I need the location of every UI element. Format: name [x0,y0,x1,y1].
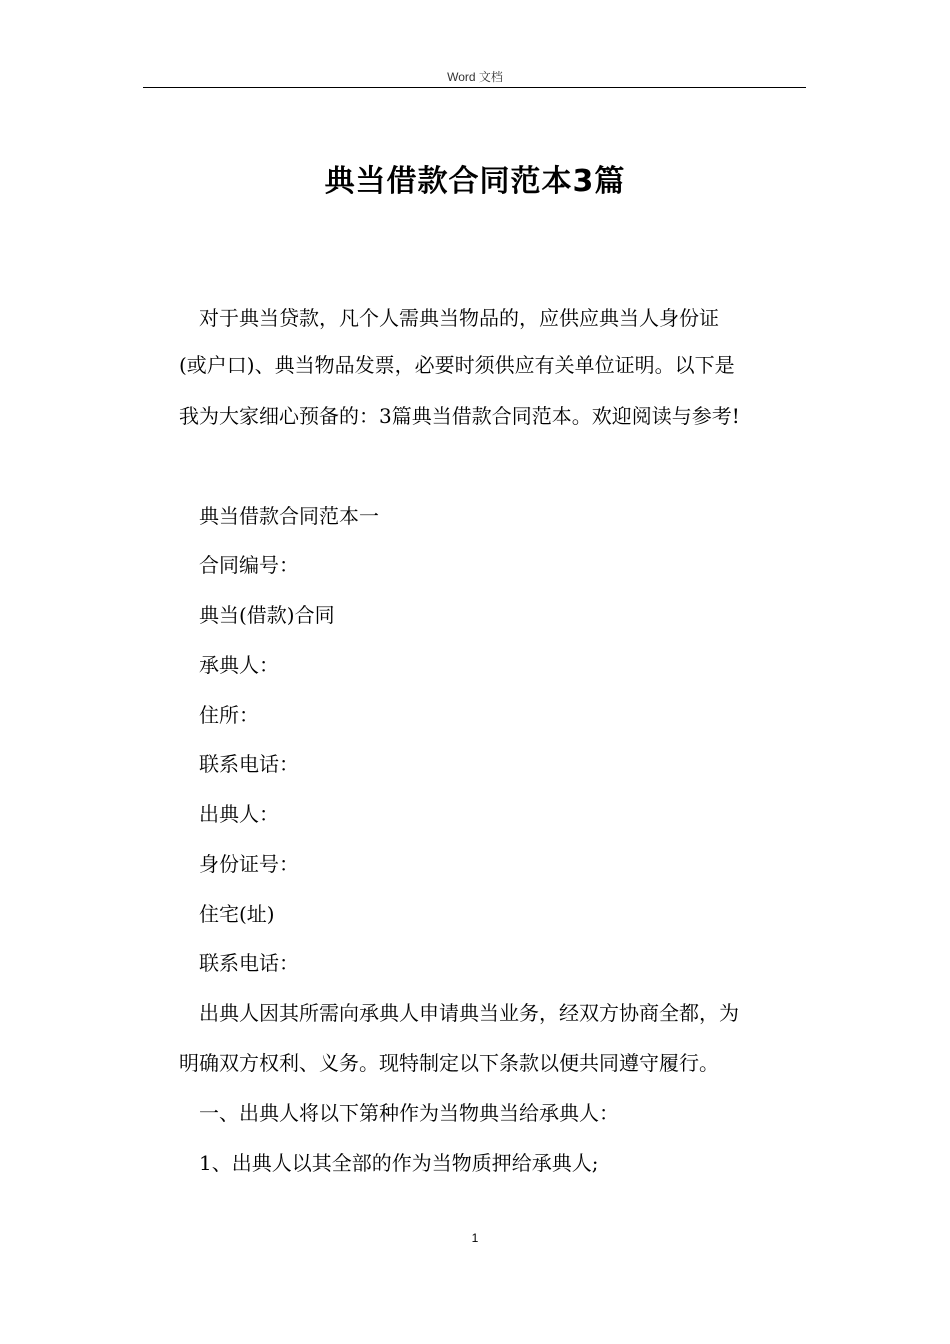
document-title: 典当借款合同范本3篇 [324,164,626,199]
body-line-2: 明确双方权利、义务。现特制定以下条款以便共同遵守履行。 [179,1051,719,1075]
field-id-number: 身份证号： [199,852,299,876]
contract-heading: 典当借款合同范本一 [199,504,379,528]
clause-one: 一、出典人将以下第种作为当物典当给承典人： [199,1101,619,1125]
field-contract-number: 合同编号： [199,553,299,577]
body-line-1: 出典人因其所需向承典人申请典当业务，经双方协商全都，为 [199,1001,739,1025]
header-rule [143,87,806,88]
field-phone-pawner: 联系电话： [199,951,299,975]
field-pawnee: 承典人： [199,653,279,677]
intro-line-1: 对于典当贷款，凡个人需典当物品的，应供应典当人身份证 [199,306,719,330]
field-address: 住所： [199,703,259,727]
field-pawner: 出典人： [199,802,279,826]
field-residence: 住宅(址) [199,902,275,926]
page-header: Word 文档 [447,70,503,84]
field-contract-type: 典当(借款)合同 [199,603,335,627]
clause-one-item-1: 1、出典人以其全部的作为当物质押给承典人; [199,1151,599,1175]
intro-line-2: (或户口)、典当物品发票，必要时须供应有关单位证明。以下是 [179,353,735,377]
field-phone-pawnee: 联系电话： [199,752,299,776]
intro-line-3: 我为大家细心预备的：3篇典当借款合同范本。欢迎阅读与参考! [179,404,740,428]
page-number: 1 [471,1231,479,1245]
